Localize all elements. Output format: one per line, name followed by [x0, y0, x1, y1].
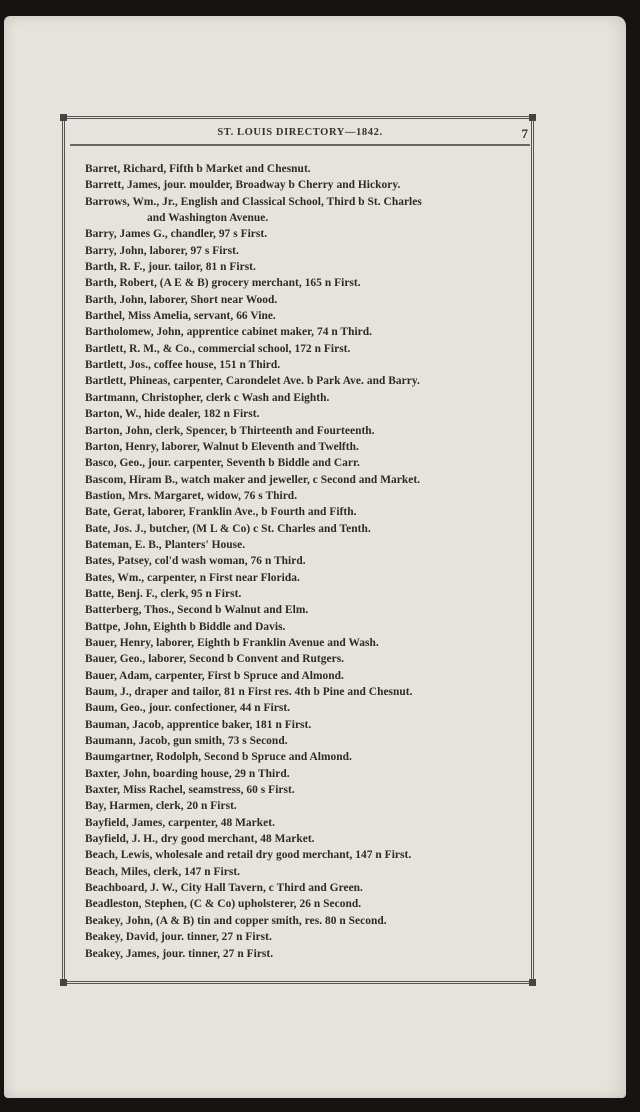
- page-number: 7: [521, 126, 528, 141]
- directory-entry: Bartlett, Jos., coffee house, 151 n Third.: [85, 359, 281, 372]
- corner-ornament: [60, 979, 67, 986]
- directory-entry: Bartlett, Phineas, carpenter, Carondelet Ave. b Park Ave. and Barry.: [85, 375, 420, 388]
- directory-entry: Bayfield, James, carpenter, 48 Market.: [85, 816, 276, 829]
- directory-entry: Bate, Gerat, laborer, Franklin Ave., b Fourth and Fifth.: [85, 506, 357, 519]
- directory-entry: Barthel, Miss Amelia, servant, 66 Vine.: [85, 310, 276, 323]
- directory-entry: Barry, James G., chandler, 97 s First.: [85, 228, 268, 241]
- directory-entry: Batte, Benj. F., clerk, 95 n First.: [85, 587, 242, 600]
- directory-entry: Baxter, Miss Rachel, seamstress, 60 s First.: [85, 784, 295, 797]
- directory-entry: Batterberg, Thos., Second b Walnut and Elm.: [85, 604, 309, 617]
- corner-ornament: [529, 979, 536, 986]
- directory-entry: Barton, Henry, laborer, Walnut b Eleventh and Twelfth.: [85, 440, 359, 453]
- directory-entry: Baumann, Jacob, gun smith, 73 s Second.: [85, 735, 288, 748]
- directory-entry: Barth, John, laborer, Short near Wood.: [85, 293, 278, 306]
- directory-entry: Bateman, E. B., Planters' House.: [85, 538, 246, 551]
- directory-entry: Beachboard, J. W., City Hall Tavern, c Third and Green.: [85, 882, 363, 895]
- directory-entry: Baxter, John, boarding house, 29 n Third.: [85, 767, 290, 780]
- directory-entry: Bartholomew, John, apprentice cabinet maker, 74 n Third.: [85, 326, 373, 339]
- corner-ornament: [60, 114, 67, 121]
- directory-entry: Bascom, Hiram B., watch maker and jeweller, c Second and Market.: [85, 473, 421, 486]
- running-header: [70, 124, 530, 146]
- directory-entry: Barth, Robert, (A E & B) grocery merchant, 165 n First.: [85, 277, 361, 290]
- directory-entry: Bauer, Henry, laborer, Eighth b Franklin Avenue and Wash.: [85, 636, 379, 649]
- directory-entry: Bastion, Mrs. Margaret, widow, 76 s Third.: [85, 489, 298, 502]
- directory-entry: Bayfield, J. H., dry good merchant, 48 Market.: [85, 833, 315, 846]
- directory-entry: Beach, Miles, clerk, 147 n First.: [85, 865, 241, 878]
- directory-entry: Barrows, Wm., Jr., English and Classical School, Third b St. Charles: [85, 195, 422, 208]
- directory-entry: Bartlett, R. M., & Co., commercial school, 172 n First.: [85, 342, 351, 355]
- directory-entry: Bate, Jos. J., butcher, (M L & Co) c St. Charles and Tenth.: [85, 522, 371, 535]
- directory-entry: Bay, Harmen, clerk, 20 n First.: [85, 800, 237, 813]
- directory-entry: Beadleston, Stephen, (C & Co) upholsterer, 26 n Second.: [85, 898, 362, 911]
- directory-entry: Battpe, John, Eighth b Biddle and Davis.: [85, 620, 286, 633]
- directory-entry: Baumgartner, Rodolph, Second b Spruce and Almond.: [85, 751, 352, 764]
- directory-entry: Barry, John, laborer, 97 s First.: [85, 244, 239, 257]
- directory-entry: Beakey, David, jour. tinner, 27 n First.: [85, 931, 272, 944]
- directory-entry: Barrett, James, jour. moulder, Broadway b Cherry and Hickory.: [85, 179, 401, 192]
- directory-entry: Beakey, John, (A & B) tin and copper smith, res. 80 n Second.: [85, 914, 387, 927]
- directory-entries: [85, 161, 525, 962]
- page-title: ST. LOUIS DIRECTORY—1842.: [217, 127, 383, 138]
- directory-entry: Bates, Patsey, col'd wash woman, 76 n Third.: [85, 555, 306, 568]
- directory-entry: Barret, Richard, Fifth b Market and Chesnut.: [85, 163, 311, 175]
- directory-entry: Beakey, James, jour. tinner, 27 n First.: [85, 947, 274, 960]
- directory-entry-continuation: and Washington Avenue.: [147, 212, 269, 225]
- directory-entry: Basco, Geo., jour. carpenter, Seventh b Biddle and Carr.: [85, 457, 360, 470]
- directory-entry: Bartmann, Christopher, clerk c Wash and Eighth.: [85, 391, 330, 404]
- directory-entry: Baum, J., draper and tailor, 81 n First res. 4th b Pine and Chesnut.: [85, 686, 413, 698]
- corner-ornament: [529, 114, 536, 121]
- directory-entry: Bauer, Adam, carpenter, First b Spruce and Almond.: [85, 669, 344, 682]
- directory-entry: Beach, Lewis, wholesale and retail dry good merchant, 147 n First.: [85, 849, 412, 862]
- directory-entry: Bates, Wm., carpenter, n First near Florida.: [85, 571, 300, 584]
- directory-entry: Bauer, Geo., laborer, Second b Convent and Rutgers.: [85, 653, 345, 666]
- directory-entry: Baum, Geo., jour. confectioner, 44 n First.: [85, 702, 291, 715]
- directory-entry: Barton, W., hide dealer, 182 n First.: [85, 408, 260, 421]
- directory-entry: Barton, John, clerk, Spencer, b Thirteenth and Fourteenth.: [85, 424, 375, 437]
- directory-page: [4, 16, 626, 1098]
- directory-entry: Bauman, Jacob, apprentice baker, 181 n First.: [85, 718, 312, 731]
- directory-entry: Barth, R. F., jour. tailor, 81 n First.: [85, 261, 256, 274]
